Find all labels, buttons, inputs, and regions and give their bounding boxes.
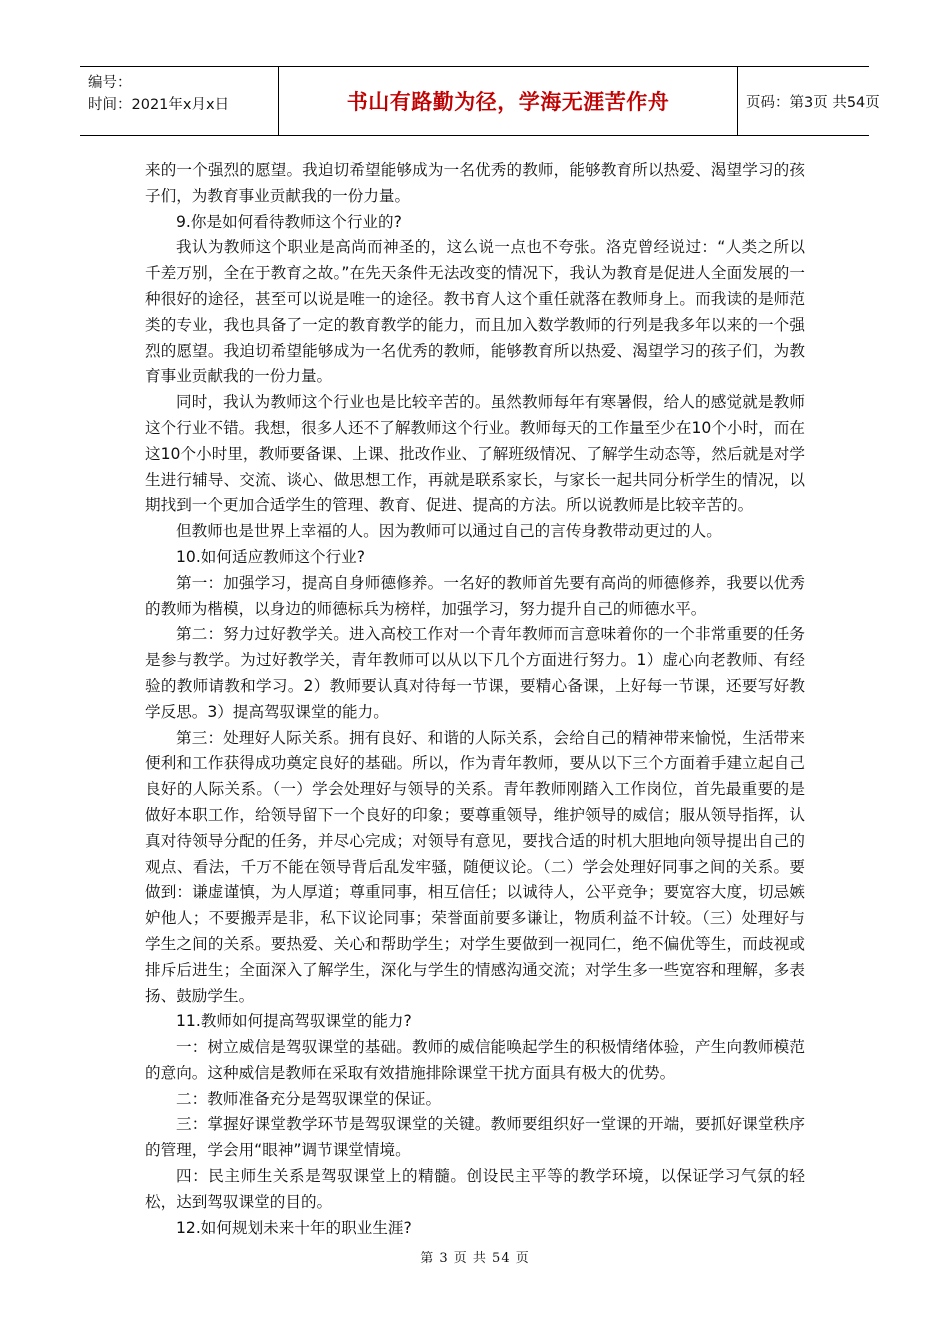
body-paragraph: 我认为教师这个职业是高尚而神圣的，这么说一点也不夸张。洛克曾经说过：“人类之所以千差万别，全在于教育之故。”在先天条件无法改变的情况下，我认为教育是促进人全面发展的一种很好的途径，甚至可以说是唯一的途径。教书育人这个重任就落在教师身上。而我读的是师范类的专业，我也具备了一定的教育教学的能力，而且加入数学教师的行列是我多年以来的一个强烈的愿望。我迫切希望能够成为一名优秀的教师，能够教育所以热爱、渴望学习的孩子们，为教育事业贡献我的一份力量。 (145, 238, 805, 386)
header-motto-cell (278, 67, 738, 135)
body-paragraph: 四：民主师生关系是驾驭课堂上的精髓。创设民主平等的教学环境，以保证学习气氛的轻松，达到驾驭课堂的目的。 (145, 1167, 805, 1211)
body-paragraph: 10.如何适应教师这个行业? (176, 547, 366, 566)
page-header (80, 66, 880, 136)
header-motto: 书山有路勤为径，学海无涯苦作舟 (346, 89, 670, 114)
body-paragraph: 第一：加强学习，提高自身师德修养。一名好的教师首先要有高尚的师德修养，我要以优秀的教师为楷模，以身边的师德标兵为榜样，加强学习，努力提升自己的师德水平。 (145, 573, 805, 618)
body-paragraph: 二：教师准备充分是驾驭课堂的保证。 (176, 1089, 442, 1108)
document-number-label: 编号： (88, 75, 132, 91)
header-meta (80, 67, 278, 135)
body-paragraph: 12.如何规划未来十年的职业生涯? (176, 1218, 412, 1237)
body-paragraph: 一：树立威信是驾驭课堂的基础。教师的威信能唤起学生的积极情绪体验，产生向教师模范的意向。这种威信是教师在采取有效措施排除课堂干扰方面具有极大的优势。 (145, 1038, 805, 1082)
body-paragraph: 同时，我认为教师这个行业也是比较辛苦的。虽然教师每年有寒暑假，给人的感觉就是教师这个行业不错。我想，很多人还不了解教师这个行业。教师每天的工作量至少在10个小时，而在这10个小时里，教师要备课、上课、批改作业、了解班级情况、了解学生动态等，然后就是对学生进行辅导、交流、谈心、做思想工作，再就是联系家长，与家长一起共同分析学生的情况，以期找到一个更加合适学生的管理、教育、促进、提高的方法。所以说教师是比较辛苦的。 (145, 393, 805, 515)
header-page-info: 页码：第3页 共54页 (746, 94, 880, 111)
body-paragraph: 第二：努力过好教学关。进入高校工作对一个青年教师而言意味着你的一个非常重要的任务是参与教学。为过好教学关，青年教师可以从以下几个方面进行努力。1）虚心向老教师、有经验的教师请教和学习。2）教师要认真对待每一节课，要精心备课，上好每一节课，还要写好教学反思。3）提高驾驭课堂的能力。 (145, 625, 805, 721)
body-paragraph: 三：掌握好课堂教学环节是驾驭课堂的关键。教师要组织好一堂课的开端，要抓好课堂秩序的管理，学会用“眼神”调节课堂情境。 (145, 1115, 805, 1160)
body-paragraph: 来的一个强烈的愿望。我迫切希望能够成为一名优秀的教师，能够教育所以热爱、渴望学习的孩子们，为教育事业贡献我的一份力量。 (145, 161, 805, 205)
body-paragraph: 第三：处理好人际关系。拥有良好、和谐的人际关系，会给自己的精神带来愉悦，生活带来便利和工作获得成功奠定良好的基础。所以，作为青年教师，要从以下三个方面着手建立起自己良好的人际关系。（一）学会处理好与领导的关系。青年教师刚踏入工作岗位，首先最重要的是做好本职工作，给领导留下一个良好的印象；要尊重领导，维护领导的威信；服从领导指挥，认真对待领导分配的任务，并尽心完成；对领导有意见，要找合适的时机大胆地向领导提出自己的观点、看法，千万不能在领导背后乱发牢骚，随便议论。（二）学会处理好同事之间的关系。要做到：谦虚谨慎，为人厚道；尊重同事，相互信任；以诚待人，公平竞争；要宽容大度，切忌嫉妒他人；不要搬弄是非，私下议论同事；荣誉面前要多谦让，物质利益不计较。（三）处理好与学生之间的关系。要热爱、关心和帮助学生；对学生要做到一视同仁，绝不偏优等生，而歧视或排斥后进生；全面深入了解学生，深化与学生的情感沟通交流；对学生多一些宽容和理解，多表扬、鼓励学生。 (145, 728, 805, 1005)
header-page-info-cell (736, 67, 880, 135)
body-paragraph: 9.你是如何看待教师这个行业的? (176, 212, 402, 231)
body-paragraph: 但教师也是世界上幸福的人。因为教师可以通过自己的言传身教带动更过的人。 (176, 522, 722, 541)
body-paragraph: 11.教师如何提高驾驭课堂的能力? (176, 1012, 412, 1031)
document-date-label: 时间：2021年x月x日 (88, 97, 230, 113)
document-body (145, 158, 805, 1241)
page-footer: 第 3 页 共 54 页 (420, 1251, 530, 1266)
